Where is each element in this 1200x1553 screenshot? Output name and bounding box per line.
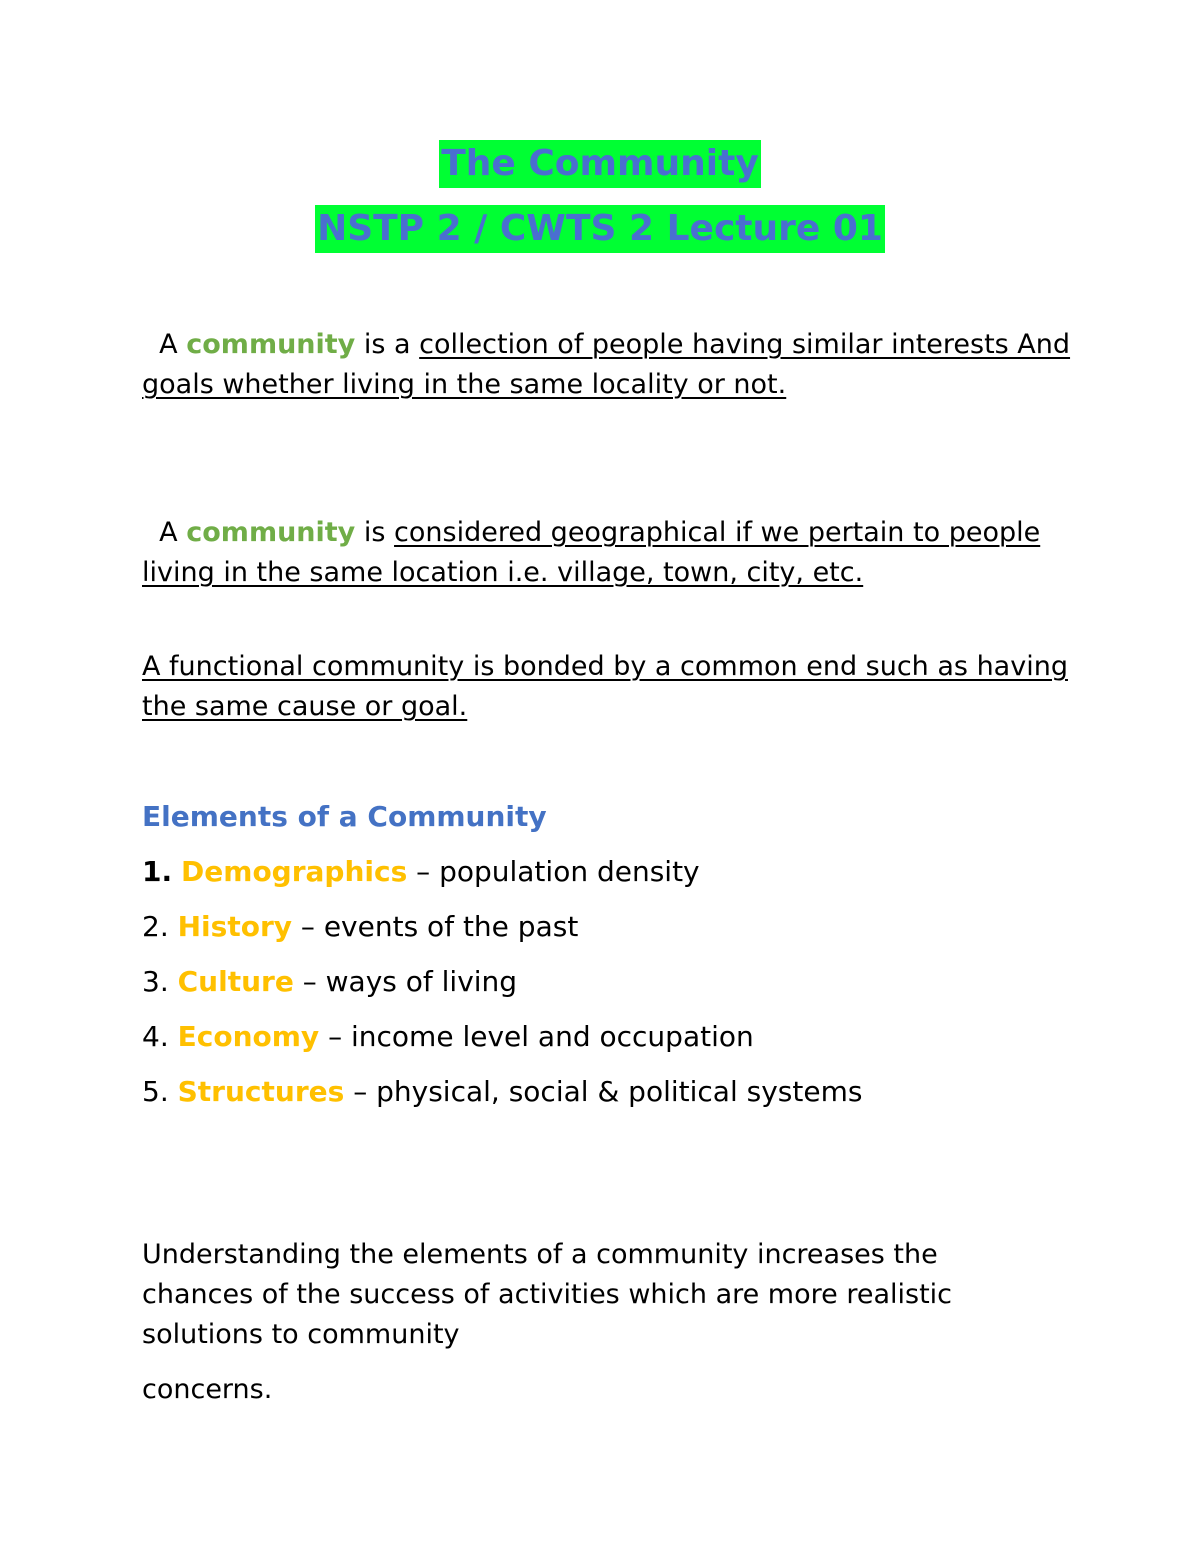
functional-paragraph bbox=[142, 647, 1072, 727]
list-item bbox=[142, 852, 700, 892]
list-item bbox=[142, 1017, 754, 1057]
definition-text: collection of people having similar interests And goals whether living in the same locality or not. bbox=[142, 329, 1071, 400]
item-term: History bbox=[177, 910, 293, 943]
list-item bbox=[142, 1072, 862, 1112]
item-desc: – ways of living bbox=[302, 965, 518, 998]
geographical-paragraph bbox=[142, 513, 1072, 593]
item-term: Economy bbox=[177, 1020, 320, 1053]
para-mid: is bbox=[363, 517, 386, 548]
functional-text: A functional community is bonded by a common end such as having the same cause or goal. bbox=[142, 651, 1068, 722]
document-subtitle: NSTP 2 / CWTS 2 Lecture 01 bbox=[315, 205, 885, 253]
para-mid: is a bbox=[363, 329, 411, 360]
item-number: 3. bbox=[142, 965, 169, 998]
item-term: Demographics bbox=[181, 855, 408, 888]
elements-heading: Elements of a Community bbox=[142, 800, 547, 833]
item-desc: – population density bbox=[416, 855, 700, 888]
item-desc: – physical, social & political systems bbox=[353, 1075, 863, 1108]
title-block bbox=[0, 140, 1200, 253]
item-number: 5. bbox=[142, 1075, 169, 1108]
list-item bbox=[142, 962, 517, 1002]
item-term: Culture bbox=[177, 965, 294, 998]
list-item bbox=[142, 907, 578, 947]
definition-paragraph bbox=[142, 325, 1072, 405]
geographical-text: considered geographical if we pertain to people living in the same location i.e. village, town, city, etc. bbox=[142, 517, 1041, 588]
conclusion-tail: concerns. bbox=[142, 1374, 273, 1405]
para-lead: A bbox=[159, 517, 178, 548]
para-lead: A bbox=[159, 329, 178, 360]
item-desc: – events of the past bbox=[300, 910, 579, 943]
item-number: 1. bbox=[142, 855, 173, 888]
item-number: 2. bbox=[142, 910, 169, 943]
item-desc: – income level and occupation bbox=[328, 1020, 754, 1053]
conclusion-paragraph: Understanding the elements of a community increases the chances of the success of activities which are more realistic solutions to community bbox=[142, 1239, 952, 1350]
keyword-community: community bbox=[186, 517, 356, 548]
item-number: 4. bbox=[142, 1020, 169, 1053]
keyword-community: community bbox=[186, 329, 356, 360]
document-title: The Community bbox=[439, 140, 761, 188]
item-term: Structures bbox=[177, 1075, 345, 1108]
